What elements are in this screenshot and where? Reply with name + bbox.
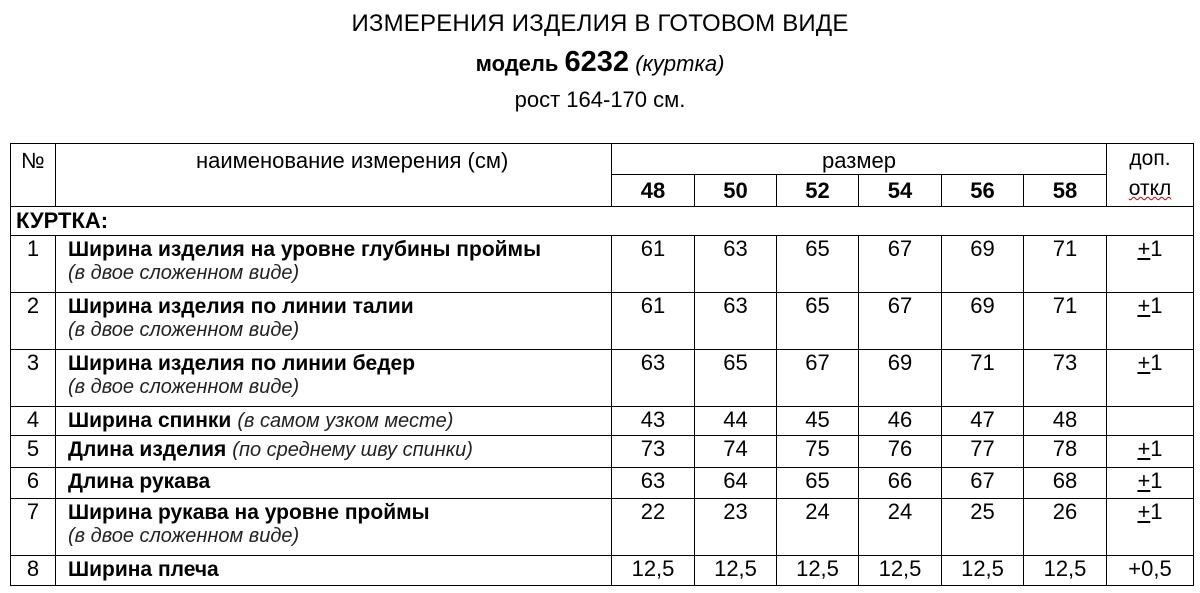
measurement-note: (в двое сложенном виде) xyxy=(68,376,300,398)
table-row xyxy=(11,407,1194,436)
measurement-name-cell xyxy=(56,293,612,350)
size-value-54: 69 xyxy=(859,350,942,407)
size-value-48: 63 xyxy=(612,468,695,499)
plus-minus-sign: + xyxy=(1137,468,1151,493)
row-number: 8 xyxy=(11,556,56,586)
row-number: 3 xyxy=(11,350,56,407)
model-number: 6232 xyxy=(564,46,630,78)
row-number: 2 xyxy=(11,293,56,350)
tolerance-value: 1 xyxy=(1150,293,1163,318)
tolerance-cell xyxy=(1107,556,1194,586)
size-value-56: 25 xyxy=(942,499,1024,556)
size-header: 48 xyxy=(612,175,695,207)
size-value-48: 43 xyxy=(612,407,695,436)
measurement-note: (в самом узком месте) xyxy=(237,410,454,432)
size-value-54: 76 xyxy=(859,436,942,468)
plus-minus-sign: + xyxy=(1137,293,1151,318)
size-value-48: 73 xyxy=(612,436,695,468)
size-header: 50 xyxy=(695,175,777,207)
size-value-52: 65 xyxy=(777,236,859,293)
model-line xyxy=(0,46,1200,79)
row-number: 7 xyxy=(11,499,56,556)
size-value-48: 22 xyxy=(612,499,695,556)
size-value-58: 71 xyxy=(1024,236,1107,293)
size-value-56: 12,5 xyxy=(942,556,1024,586)
measurement-name-cell xyxy=(56,407,612,436)
table-row xyxy=(11,468,1194,499)
header-dop xyxy=(1107,144,1194,207)
tolerance-value: 1 xyxy=(1150,350,1163,375)
size-value-56: 69 xyxy=(942,236,1024,293)
tolerance-value: 1 xyxy=(1150,468,1163,493)
height-line: рост 164-170 см. xyxy=(514,87,686,112)
size-value-50: 64 xyxy=(695,468,777,499)
size-value-52: 45 xyxy=(777,407,859,436)
table-row xyxy=(11,293,1194,350)
measurement-note: (в двое сложенном виде) xyxy=(68,262,300,284)
size-value-58: 68 xyxy=(1024,468,1107,499)
document-title: ИЗМЕРЕНИЯ ИЗДЕЛИЯ В ГОТОВОМ ВИДЕ xyxy=(351,10,849,37)
size-value-50: 44 xyxy=(695,407,777,436)
measurement-name-cell xyxy=(56,350,612,407)
size-value-50: 63 xyxy=(695,293,777,350)
tolerance-cell xyxy=(1107,350,1194,407)
measurement-name: Ширина спинки xyxy=(68,409,232,432)
size-value-48: 61 xyxy=(612,236,695,293)
tolerance-value: 1 xyxy=(1150,436,1163,461)
size-value-58: 26 xyxy=(1024,499,1107,556)
size-value-50: 23 xyxy=(695,499,777,556)
measurement-note: (по среднему шву спинки) xyxy=(232,439,473,461)
measurement-note: (в двое сложенном виде) xyxy=(68,525,300,547)
measurement-name: Ширина изделия на уровне глубины проймы xyxy=(68,238,542,261)
plus-minus-sign: + xyxy=(1137,436,1151,461)
table-row xyxy=(11,350,1194,407)
measurement-name: Ширина изделия по линии талии xyxy=(68,295,414,318)
tolerance-cell xyxy=(1107,468,1194,499)
size-value-54: 24 xyxy=(859,499,942,556)
size-value-58: 78 xyxy=(1024,436,1107,468)
measurement-name: Длина изделия xyxy=(68,438,227,461)
size-value-50: 12,5 xyxy=(695,556,777,586)
header-name: наименование измерения (см) xyxy=(56,144,612,207)
size-value-58: 71 xyxy=(1024,293,1107,350)
tolerance-cell xyxy=(1107,499,1194,556)
plus-minus-sign: + xyxy=(1137,499,1151,524)
measurement-name: Ширина рукава на уровне проймы xyxy=(68,501,430,524)
size-value-52: 75 xyxy=(777,436,859,468)
size-value-58: 73 xyxy=(1024,350,1107,407)
tolerance-cell xyxy=(1107,293,1194,350)
tolerance-value: +0,5 xyxy=(1128,556,1172,581)
size-value-54: 67 xyxy=(859,293,942,350)
section-title: КУРТКА: xyxy=(11,207,1194,236)
measurement-name-cell xyxy=(56,556,612,586)
measurement-note: (в двое сложенном виде) xyxy=(68,319,300,341)
size-header: 52 xyxy=(777,175,859,207)
table-row xyxy=(11,236,1194,293)
plus-minus-sign: + xyxy=(1137,350,1151,375)
measurement-name-cell xyxy=(56,236,612,293)
measurement-name: Ширина изделия по линии бедер xyxy=(68,352,416,375)
size-value-56: 69 xyxy=(942,293,1024,350)
size-value-58: 12,5 xyxy=(1024,556,1107,586)
size-value-50: 65 xyxy=(695,350,777,407)
row-number: 1 xyxy=(11,236,56,293)
measurement-name: Ширина плеча xyxy=(68,558,219,581)
tolerance-cell xyxy=(1107,436,1194,468)
header-dop-line1: доп. xyxy=(1129,147,1171,170)
size-value-52: 67 xyxy=(777,350,859,407)
measurement-name-cell xyxy=(56,499,612,556)
measurements-table xyxy=(10,143,1194,586)
size-value-54: 12,5 xyxy=(859,556,942,586)
tolerance-value: 1 xyxy=(1150,236,1163,261)
plus-minus-sign: + xyxy=(1137,236,1151,261)
size-value-52: 12,5 xyxy=(777,556,859,586)
table-row xyxy=(11,556,1194,586)
size-header: 54 xyxy=(859,175,942,207)
size-value-48: 63 xyxy=(612,350,695,407)
size-value-58: 48 xyxy=(1024,407,1107,436)
measurement-name-cell xyxy=(56,468,612,499)
header-size: размер xyxy=(612,144,1107,175)
tolerance-cell xyxy=(1107,236,1194,293)
size-value-56: 47 xyxy=(942,407,1024,436)
model-label: модель xyxy=(475,51,559,76)
size-value-50: 63 xyxy=(695,236,777,293)
size-header: 58 xyxy=(1024,175,1107,207)
header-dop-line2: откл xyxy=(1128,177,1172,200)
size-value-52: 24 xyxy=(777,499,859,556)
size-value-56: 77 xyxy=(942,436,1024,468)
row-number: 6 xyxy=(11,468,56,499)
size-value-54: 66 xyxy=(859,468,942,499)
measurement-name-cell xyxy=(56,436,612,468)
row-number: 4 xyxy=(11,407,56,436)
measurement-name: Длина рукава xyxy=(68,470,211,493)
table-row xyxy=(11,499,1194,556)
tolerance-value: 1 xyxy=(1150,499,1163,524)
size-value-52: 65 xyxy=(777,293,859,350)
size-value-54: 67 xyxy=(859,236,942,293)
table-row xyxy=(11,436,1194,468)
size-value-54: 46 xyxy=(859,407,942,436)
size-header: 56 xyxy=(942,175,1024,207)
size-value-56: 67 xyxy=(942,468,1024,499)
model-type: (куртка) xyxy=(635,51,725,76)
row-number: 5 xyxy=(11,436,56,468)
size-value-50: 74 xyxy=(695,436,777,468)
size-value-48: 12,5 xyxy=(612,556,695,586)
tolerance-cell xyxy=(1107,407,1194,436)
size-value-48: 61 xyxy=(612,293,695,350)
size-value-56: 71 xyxy=(942,350,1024,407)
header-num: № xyxy=(11,144,56,207)
size-value-52: 65 xyxy=(777,468,859,499)
